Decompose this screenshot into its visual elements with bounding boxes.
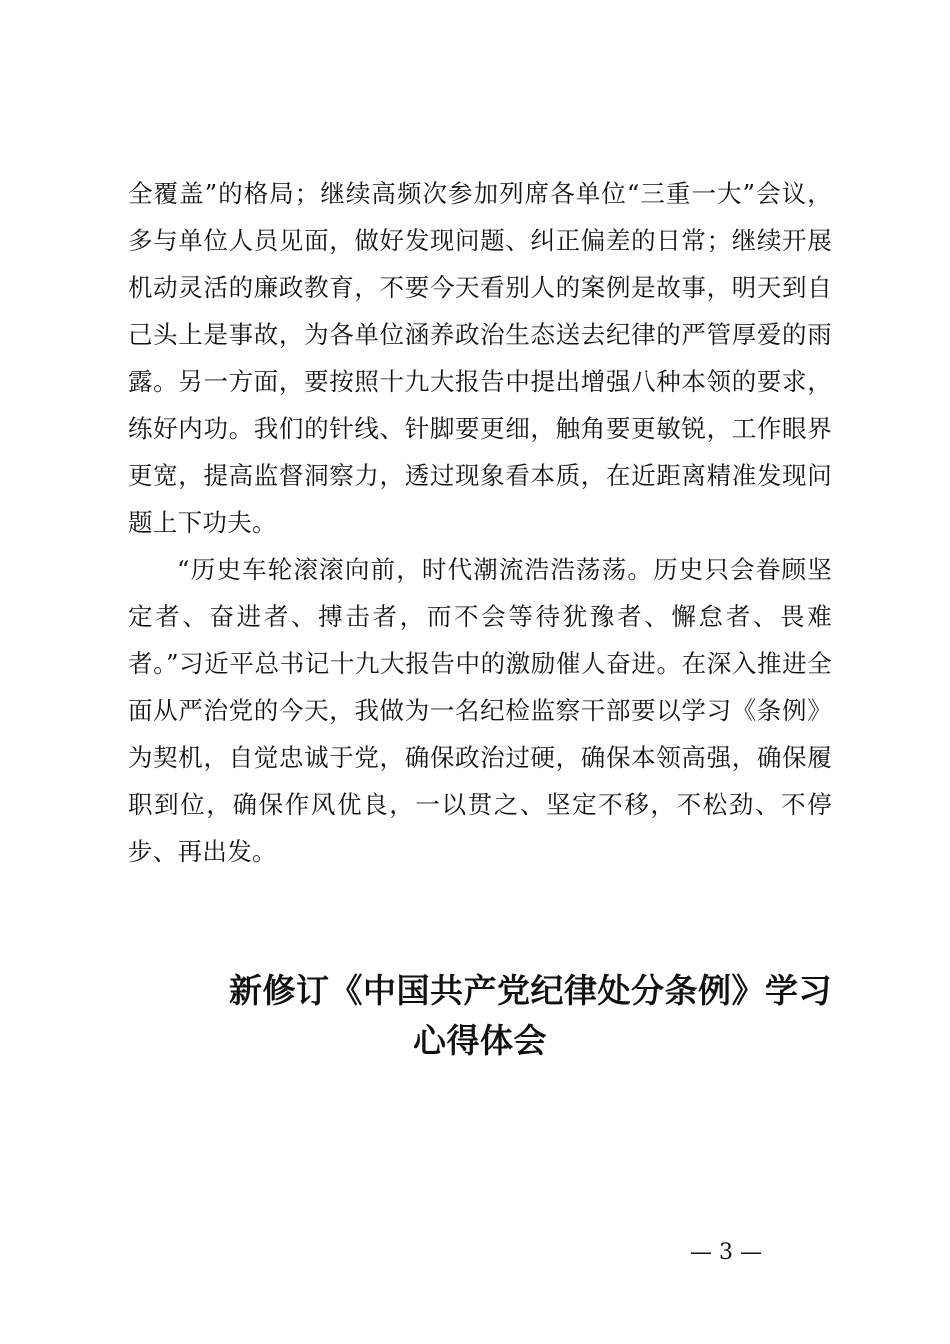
- paragraph-continuation: 全覆盖”的格局；继续高频次参加列席各单位“三重一大”会议，多与单位人员见面，做好发现问题、纠正偏差的日常；继续开展机动灵活的廉政教育，不要今天看别人的案例是故事，明天到自己头上是事故，为各单位涵养政治生态送去纪律的严管厚爱的雨露。另一方面，要按照十九大报告中提出增强八种本领的要求，练好内功。我们的针线、针脚要更细，触角要更敏锐，工作眼界更宽，提高监督洞察力，透过现象看本质，在近距离精准发现问题上下功夫。: [128, 179, 832, 537]
- body-text: [128, 170, 832, 875]
- section-title: [128, 966, 832, 1066]
- section-title-line-2: 心得体会: [413, 1021, 547, 1060]
- paragraph-history-quote: “历史车轮滚滚向前，时代潮流浩浩荡荡。历史只会眷顾坚定者、奋进者、搏击者，而不会等待犹豫者、懈怠者、畏难者。”习近平总书记十九大报告中的激励催人奋进。在深入推进全面从严治党的今天，我做为一名纪检监察干部要以学习《条例》为契机，自觉忠诚于党，确保政治过硬，确保本领高强，确保履职到位，确保作风优良，一以贯之、坚定不移，不松劲、不停步、再出发。: [128, 555, 832, 866]
- page-number: — 3 —: [690, 1240, 762, 1265]
- section-title-line-1: 新修订《中国共产党纪律处分条例》学习: [229, 971, 832, 1010]
